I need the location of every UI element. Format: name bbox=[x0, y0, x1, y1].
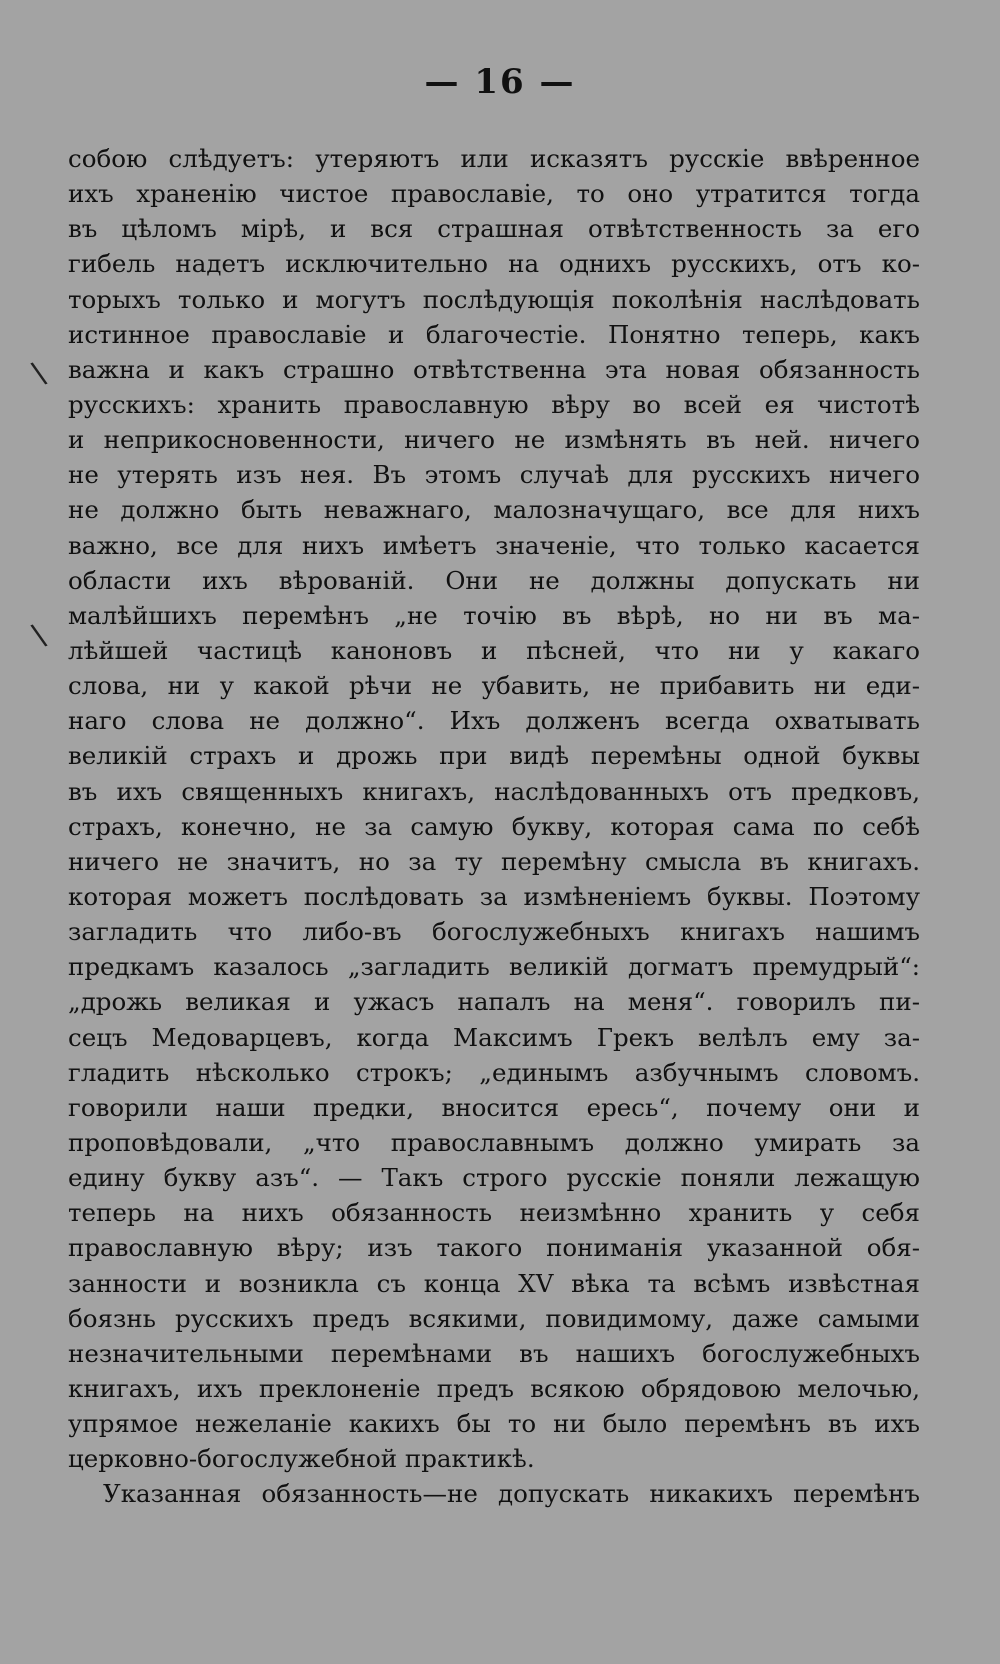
text-line: сецъ Медоварцевъ, когда Максимъ Грекъ велѣлъ ему за- bbox=[68, 1022, 920, 1052]
text-line: православную вѣру; изъ такого пониманія указанной обя- bbox=[68, 1233, 920, 1263]
text-line: торыхъ только и могутъ послѣдующія поколѣнія наслѣдовать bbox=[68, 284, 920, 314]
text-line: теперь на нихъ обязанность неизмѣнно хранить у себя bbox=[68, 1198, 920, 1228]
text-line: важна и какъ страшно отвѣтственна эта новая обязанность bbox=[68, 354, 920, 384]
text-line: гладить нѣсколько строкъ; „единымъ азбучнымъ словомъ. bbox=[68, 1057, 920, 1087]
text-line: русскихъ: хранить православную вѣру во всей ея чистотѣ bbox=[68, 389, 920, 419]
body-text bbox=[68, 141, 920, 1511]
text-line: собою слѣдуетъ: утеряютъ или исказятъ русскіе ввѣренное bbox=[68, 144, 920, 173]
text-line: которая можетъ послѣдовать за измѣненіемъ буквы. Поэтому bbox=[68, 881, 920, 911]
text-line: въ цѣломъ мірѣ, и вся страшная отвѣтственность за его bbox=[68, 214, 920, 244]
text-line: не утерять изъ нея. Въ этомъ случаѣ для русскихъ ничего bbox=[68, 460, 920, 490]
text-line: ничего не значитъ, но за ту перемѣну смысла въ книгахъ. bbox=[68, 846, 920, 876]
text-line: говорили наши предки, вносится ересь“, почему они и bbox=[68, 1092, 920, 1122]
text-line: незначительными перемѣнами въ нашихъ богослужебныхъ bbox=[68, 1338, 920, 1368]
text-line: ихъ храненію чистое православіе, то оно утратится тогда bbox=[68, 179, 920, 209]
text-line: предкамъ казалось „загладить великій догматъ премудрый“: bbox=[68, 952, 920, 982]
margin-mark: \ bbox=[28, 355, 50, 392]
text-line: истинное православіе и благочестіе. Понятно теперь, какъ bbox=[68, 319, 920, 349]
text-line: наго слова не должно“. Ихъ долженъ всегда охватывать bbox=[68, 706, 920, 736]
text-line: слова, ни у какой рѣчи не убавить, не прибавить ни еди- bbox=[68, 671, 920, 701]
text-line: важно, все для нихъ имѣетъ значеніе, что только касается bbox=[68, 530, 920, 560]
text-line: боязнь русскихъ предъ всякими, повидимому, даже самыми bbox=[68, 1303, 920, 1333]
text-line: „дрожь великая и ужасъ напалъ на меня“. говорилъ пи- bbox=[68, 987, 920, 1017]
text-line: церковно-богослужебной практикѣ. bbox=[68, 1444, 535, 1474]
text-line: загладить что либо-въ богослужебныхъ книгахъ нашимъ bbox=[68, 917, 920, 947]
margin-mark: \ bbox=[28, 617, 50, 654]
text-line: области ихъ вѣрованій. Они не должны допускать ни bbox=[68, 565, 920, 595]
text-line: Указанная обязанность—не допускать никакихъ перемѣнъ bbox=[103, 1479, 920, 1509]
text-line: занности и возникла съ конца XV вѣка та всѣмъ извѣстная bbox=[68, 1268, 920, 1298]
text-line: въ ихъ священныхъ книгахъ, наслѣдованныхъ отъ предковъ, bbox=[68, 776, 920, 806]
text-line: страхъ, конечно, не за самую букву, которая сама по себѣ bbox=[68, 811, 920, 841]
text-line: гибель надетъ исключительно на однихъ русскихъ, отъ ко- bbox=[68, 249, 920, 279]
text-line: едину букву азъ“. — Такъ строго русскіе поняли лежащую bbox=[68, 1163, 920, 1193]
text-line: лѣйшей частицѣ каноновъ и пѣсней, что ни у какаго bbox=[68, 635, 920, 665]
text-line: книгахъ, ихъ преклоненіе предъ всякою обрядовою мелочью, bbox=[68, 1373, 920, 1403]
text-line: великій страхъ и дрожь при видѣ перемѣны одной буквы bbox=[68, 741, 920, 771]
page-number: — 16 — bbox=[424, 62, 576, 102]
text-line: и неприкосновенности, ничего не измѣнять въ ней. ничего bbox=[68, 425, 920, 455]
text-line: малѣйшихъ перемѣнъ „не точію въ вѣрѣ, но ни въ ма- bbox=[68, 600, 920, 630]
text-line: проповѣдовали, „что православнымъ должно умирать за bbox=[68, 1127, 920, 1157]
text-line: не должно быть неважнаго, малозначущаго, все для нихъ bbox=[68, 495, 920, 525]
text-line: упрямое нежеланіе какихъ бы то ни было перемѣнъ въ ихъ bbox=[68, 1409, 920, 1439]
